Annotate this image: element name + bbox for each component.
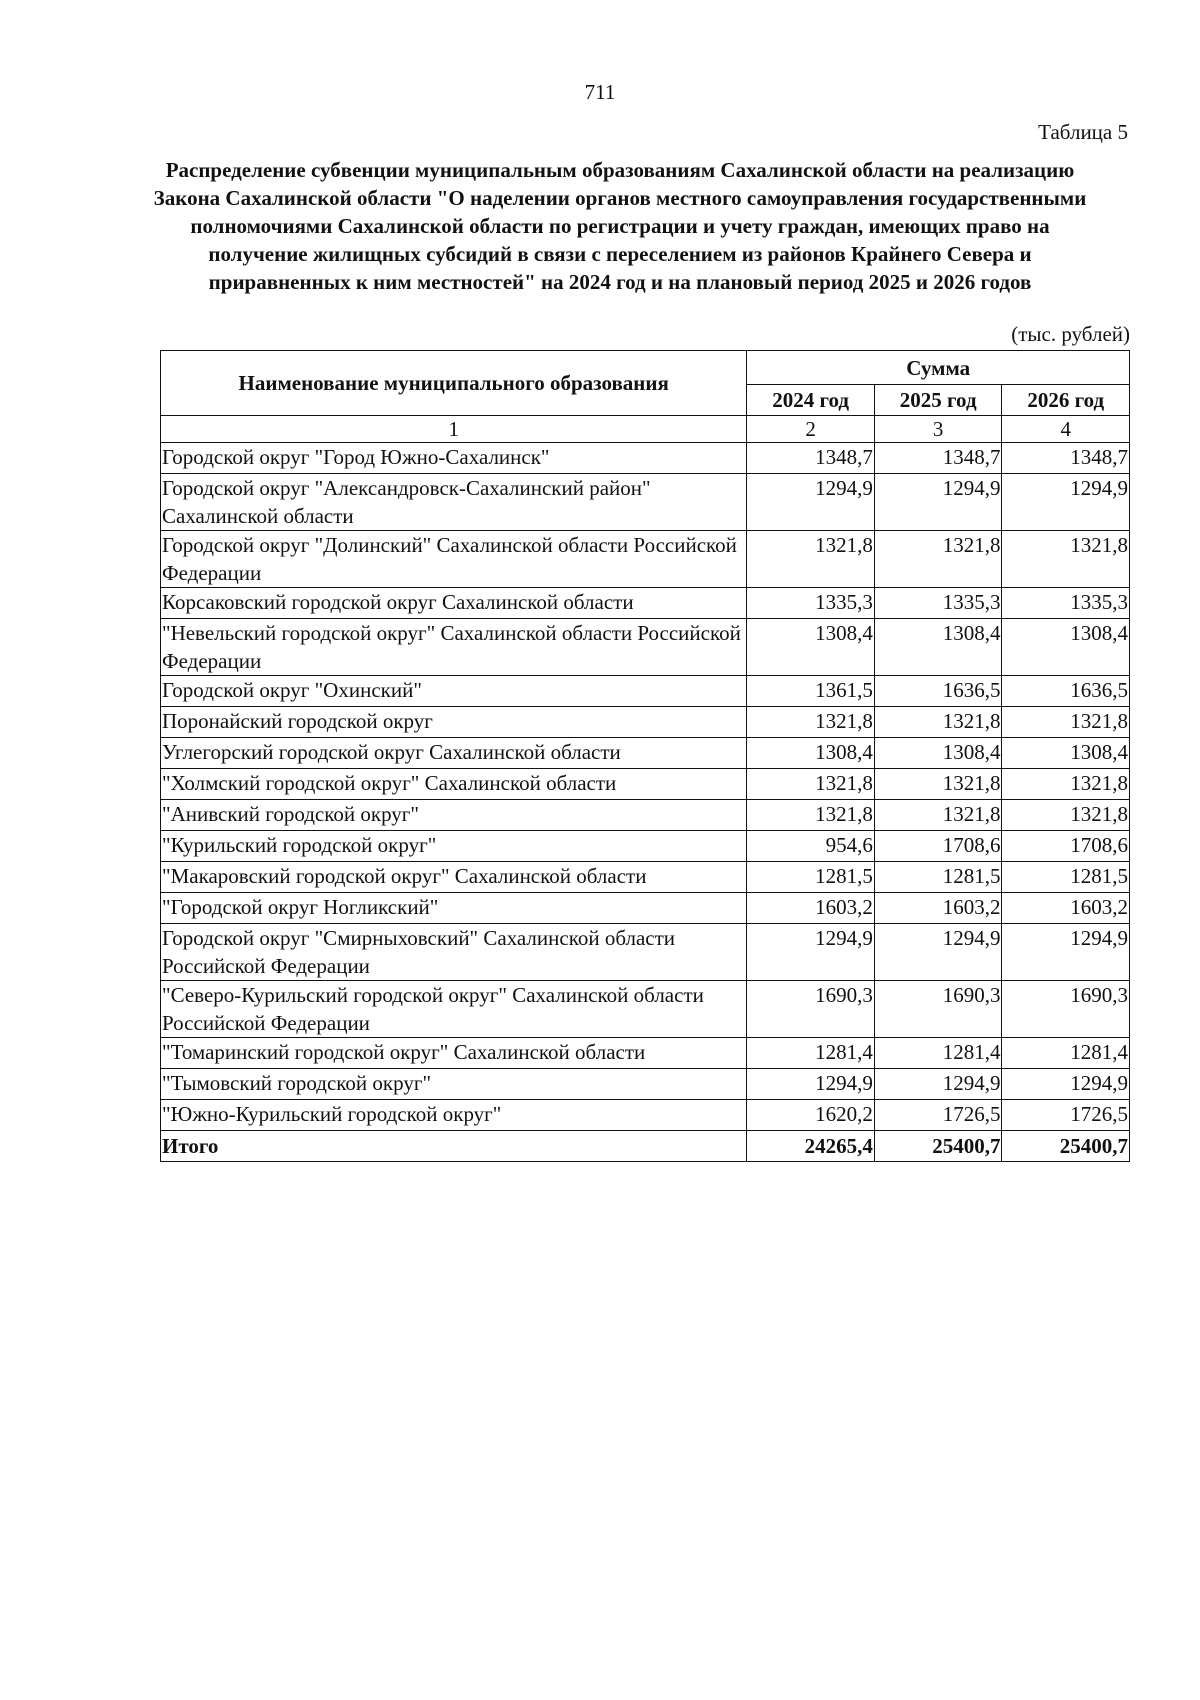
value-2025: 1308,4 [874, 738, 1002, 769]
municipality-name: Городской округ "Смирныховский" Сахалинской области Российской Федерации [161, 924, 747, 981]
value-2024: 1308,4 [747, 738, 875, 769]
value-2026: 1308,4 [1002, 738, 1130, 769]
column-number: 3 [874, 416, 1002, 443]
municipality-name: "Городской округ Ногликский" [161, 893, 747, 924]
value-2025: 1603,2 [874, 893, 1002, 924]
header-year-2026: 2026 год [1002, 385, 1130, 416]
column-number: 1 [161, 416, 747, 443]
header-municipality: Наименование муниципального образования [161, 351, 747, 416]
value-2026: 1636,5 [1002, 676, 1130, 707]
value-2026: 1335,3 [1002, 588, 1130, 619]
value-2024: 1348,7 [747, 443, 875, 474]
municipality-name: "Тымовский городской округ" [161, 1069, 747, 1100]
value-2025: 1294,9 [874, 924, 1002, 981]
value-2025: 1308,4 [874, 619, 1002, 676]
column-number: 4 [1002, 416, 1130, 443]
municipality-name: "Северо-Курильский городской округ" Сахалинской области Российской Федерации [161, 981, 747, 1038]
value-2025: 1281,4 [874, 1038, 1002, 1069]
value-2025: 1321,8 [874, 769, 1002, 800]
value-2025: 1708,6 [874, 831, 1002, 862]
table-row [161, 707, 1130, 738]
value-2025: 1294,9 [874, 1069, 1002, 1100]
table-row [161, 738, 1130, 769]
value-2025: 1348,7 [874, 443, 1002, 474]
value-2025: 1335,3 [874, 588, 1002, 619]
header-sum: Сумма [747, 351, 1130, 385]
document-title: Распределение субвенции муниципальным образованиям Сахалинской области на реализацию Закона Сахалинской области "О наделении органов местного самоуправления государственными полномочиями Сахалинской области по регистрации и учету граждан, имеющих право на получение жилищных субсидий в связи с переселением из районов Крайнего Севера и приравненных к ним местностей" на 2024 год и на плановый период 2025 и 2026 годов [153, 158, 1087, 294]
table-row [161, 893, 1130, 924]
value-2026: 1294,9 [1002, 1069, 1130, 1100]
value-2024: 1281,5 [747, 862, 875, 893]
value-2026: 1708,6 [1002, 831, 1130, 862]
value-2026: 1321,8 [1002, 769, 1130, 800]
value-2025: 1321,8 [874, 531, 1002, 588]
value-2024: 1335,3 [747, 588, 875, 619]
value-2024: 1603,2 [747, 893, 875, 924]
table-row [161, 831, 1130, 862]
value-2026: 1348,7 [1002, 443, 1130, 474]
page-number: 711 [584, 80, 616, 104]
total-row [161, 1131, 1130, 1162]
value-2026: 1308,4 [1002, 619, 1130, 676]
table-row [161, 1038, 1130, 1069]
value-2024: 1321,8 [747, 707, 875, 738]
value-2024: 1690,3 [747, 981, 875, 1038]
total-label: Итого [161, 1131, 747, 1162]
municipality-name: Городской округ "Александровск-Сахалинский район" Сахалинской области [161, 474, 747, 531]
table-label: Таблица 5 [1038, 120, 1128, 144]
value-2024: 1294,9 [747, 474, 875, 531]
table-row [161, 800, 1130, 831]
table-row [161, 531, 1130, 588]
municipality-name: Корсаковский городской округ Сахалинской области [161, 588, 747, 619]
unit-label: (тыс. рублей) [1011, 322, 1130, 346]
table-row [161, 769, 1130, 800]
table-row [161, 619, 1130, 676]
header-year-2025: 2025 год [874, 385, 1002, 416]
municipality-name: "Макаровский городской округ" Сахалинской области [161, 862, 747, 893]
value-2026: 1726,5 [1002, 1100, 1130, 1131]
total-2025: 25400,7 [874, 1131, 1002, 1162]
value-2026: 1321,8 [1002, 531, 1130, 588]
table-row [161, 981, 1130, 1038]
value-2026: 1321,8 [1002, 800, 1130, 831]
subvention-table [160, 350, 1130, 1162]
value-2024: 954,6 [747, 831, 875, 862]
value-2025: 1636,5 [874, 676, 1002, 707]
value-2026: 1321,8 [1002, 707, 1130, 738]
table-row [161, 474, 1130, 531]
value-2025: 1321,8 [874, 800, 1002, 831]
table-row [161, 862, 1130, 893]
table-row [161, 443, 1130, 474]
value-2025: 1690,3 [874, 981, 1002, 1038]
value-2026: 1603,2 [1002, 893, 1130, 924]
table-row [161, 924, 1130, 981]
value-2024: 1321,8 [747, 800, 875, 831]
municipality-name: Городской округ "Охинский" [161, 676, 747, 707]
municipality-name: Городской округ "Долинский" Сахалинской области Российской Федерации [161, 531, 747, 588]
value-2026: 1281,5 [1002, 862, 1130, 893]
column-number: 2 [747, 416, 875, 443]
value-2026: 1281,4 [1002, 1038, 1130, 1069]
value-2024: 1308,4 [747, 619, 875, 676]
municipality-name: "Невельский городской округ" Сахалинской области Российской Федерации [161, 619, 747, 676]
value-2024: 1620,2 [747, 1100, 875, 1131]
value-2024: 1281,4 [747, 1038, 875, 1069]
municipality-name: "Южно-Курильский городской округ" [161, 1100, 747, 1131]
table-row [161, 1100, 1130, 1131]
municipality-name: "Анивский городской округ" [161, 800, 747, 831]
value-2025: 1294,9 [874, 474, 1002, 531]
value-2024: 1361,5 [747, 676, 875, 707]
table-row [161, 588, 1130, 619]
municipality-name: "Холмский городской округ" Сахалинской области [161, 769, 747, 800]
municipality-name: Городской округ "Город Южно-Сахалинск" [161, 443, 747, 474]
value-2026: 1294,9 [1002, 474, 1130, 531]
table-row [161, 676, 1130, 707]
value-2024: 1321,8 [747, 769, 875, 800]
value-2025: 1321,8 [874, 707, 1002, 738]
municipality-name: Поронайский городской округ [161, 707, 747, 738]
value-2026: 1294,9 [1002, 924, 1130, 981]
value-2024: 1294,9 [747, 924, 875, 981]
table-row [161, 1069, 1130, 1100]
value-2026: 1690,3 [1002, 981, 1130, 1038]
value-2025: 1281,5 [874, 862, 1002, 893]
municipality-name: "Томаринский городской округ" Сахалинской области [161, 1038, 747, 1069]
municipality-name: Углегорский городской округ Сахалинской области [161, 738, 747, 769]
value-2025: 1726,5 [874, 1100, 1002, 1131]
value-2024: 1294,9 [747, 1069, 875, 1100]
total-2026: 25400,7 [1002, 1131, 1130, 1162]
header-year-2024: 2024 год [747, 385, 875, 416]
total-2024: 24265,4 [747, 1131, 875, 1162]
value-2024: 1321,8 [747, 531, 875, 588]
municipality-name: "Курильский городской округ" [161, 831, 747, 862]
table-body [161, 443, 1130, 1131]
